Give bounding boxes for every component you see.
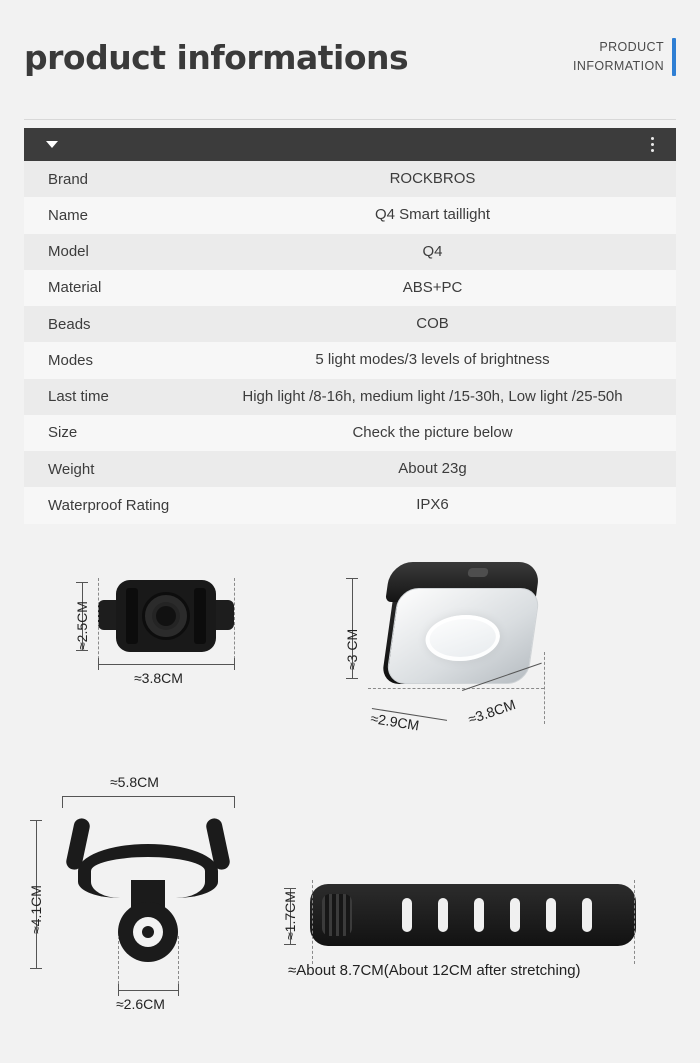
seatpost-bracket-illustration [64, 818, 232, 968]
header-badge-line2: INFORMATION [573, 58, 664, 73]
bracket-width-label: ≈5.8CM [110, 773, 159, 790]
spec-key: Size [48, 424, 78, 442]
spec-key: Beads [48, 315, 91, 333]
table-row [24, 234, 676, 270]
bracket-height-label: ≈4.1CM [28, 884, 44, 934]
table-row [24, 270, 676, 306]
strap-length-label: ≈About 8.7CM(About 12CM after stretching) [288, 961, 581, 979]
rubber-strap-illustration [310, 884, 636, 946]
header-accent-bar [672, 38, 676, 76]
header-badge-line1: PRODUCT [599, 40, 664, 54]
spec-value: ROCKBROS [389, 170, 476, 187]
table-row [24, 379, 676, 415]
spec-table-wrap [24, 128, 676, 524]
page-title: product informations [24, 38, 409, 77]
taillight-height-label: ≈3 CM [344, 628, 360, 670]
header-badge [573, 38, 676, 76]
taillight-illustration [380, 562, 546, 696]
kebab-menu-icon[interactable] [651, 137, 660, 152]
mount-height-label: ≈2.5CM [74, 600, 90, 650]
table-row [24, 161, 676, 197]
spec-key: Modes [48, 351, 94, 369]
header-badge-text [573, 38, 664, 76]
dimension-diagrams [0, 562, 700, 1032]
table-row [24, 415, 676, 451]
spec-value: ABS+PC [402, 278, 463, 296]
table-row [24, 306, 676, 342]
taillight-depth-label: ≈2.9CM [369, 709, 421, 733]
strap-height-label: ≈1.7CM [282, 890, 298, 940]
table-row [24, 487, 676, 523]
bike-mount-illustration [98, 580, 234, 652]
spec-key: Brand [48, 170, 89, 188]
spec-table [24, 161, 676, 524]
spec-value: IPX6 [416, 496, 449, 514]
spec-key: Material [48, 279, 102, 297]
spec-key: Waterproof Rating [48, 496, 170, 514]
caret-down-icon[interactable] [46, 141, 58, 148]
page-header [0, 0, 700, 128]
spec-value: COB [416, 315, 449, 332]
spec-value: Check the picture below [352, 423, 513, 441]
taillight-width-label: ≈3.8CM [466, 695, 518, 727]
spec-value: 5 light modes/3 levels of brightness [315, 351, 550, 369]
spec-value: Q4 [422, 242, 443, 260]
spec-key: Last time [48, 388, 109, 406]
table-row [24, 197, 676, 233]
spec-table-toolbar [24, 128, 676, 161]
table-row [24, 342, 676, 378]
spec-value: High light /8-16h, medium light /15-30h, Low light /25-50h [242, 387, 623, 405]
spec-key: Weight [48, 460, 95, 478]
table-row [24, 451, 676, 487]
spec-value: Q4 Smart taillight [374, 206, 491, 224]
bracket-base-label: ≈2.6CM [116, 995, 165, 1012]
spec-key: Name [48, 206, 89, 224]
spec-value: About 23g [398, 460, 467, 477]
mount-width-label: ≈3.8CM [134, 669, 183, 686]
header-divider [24, 119, 676, 120]
spec-key: Model [48, 243, 89, 261]
